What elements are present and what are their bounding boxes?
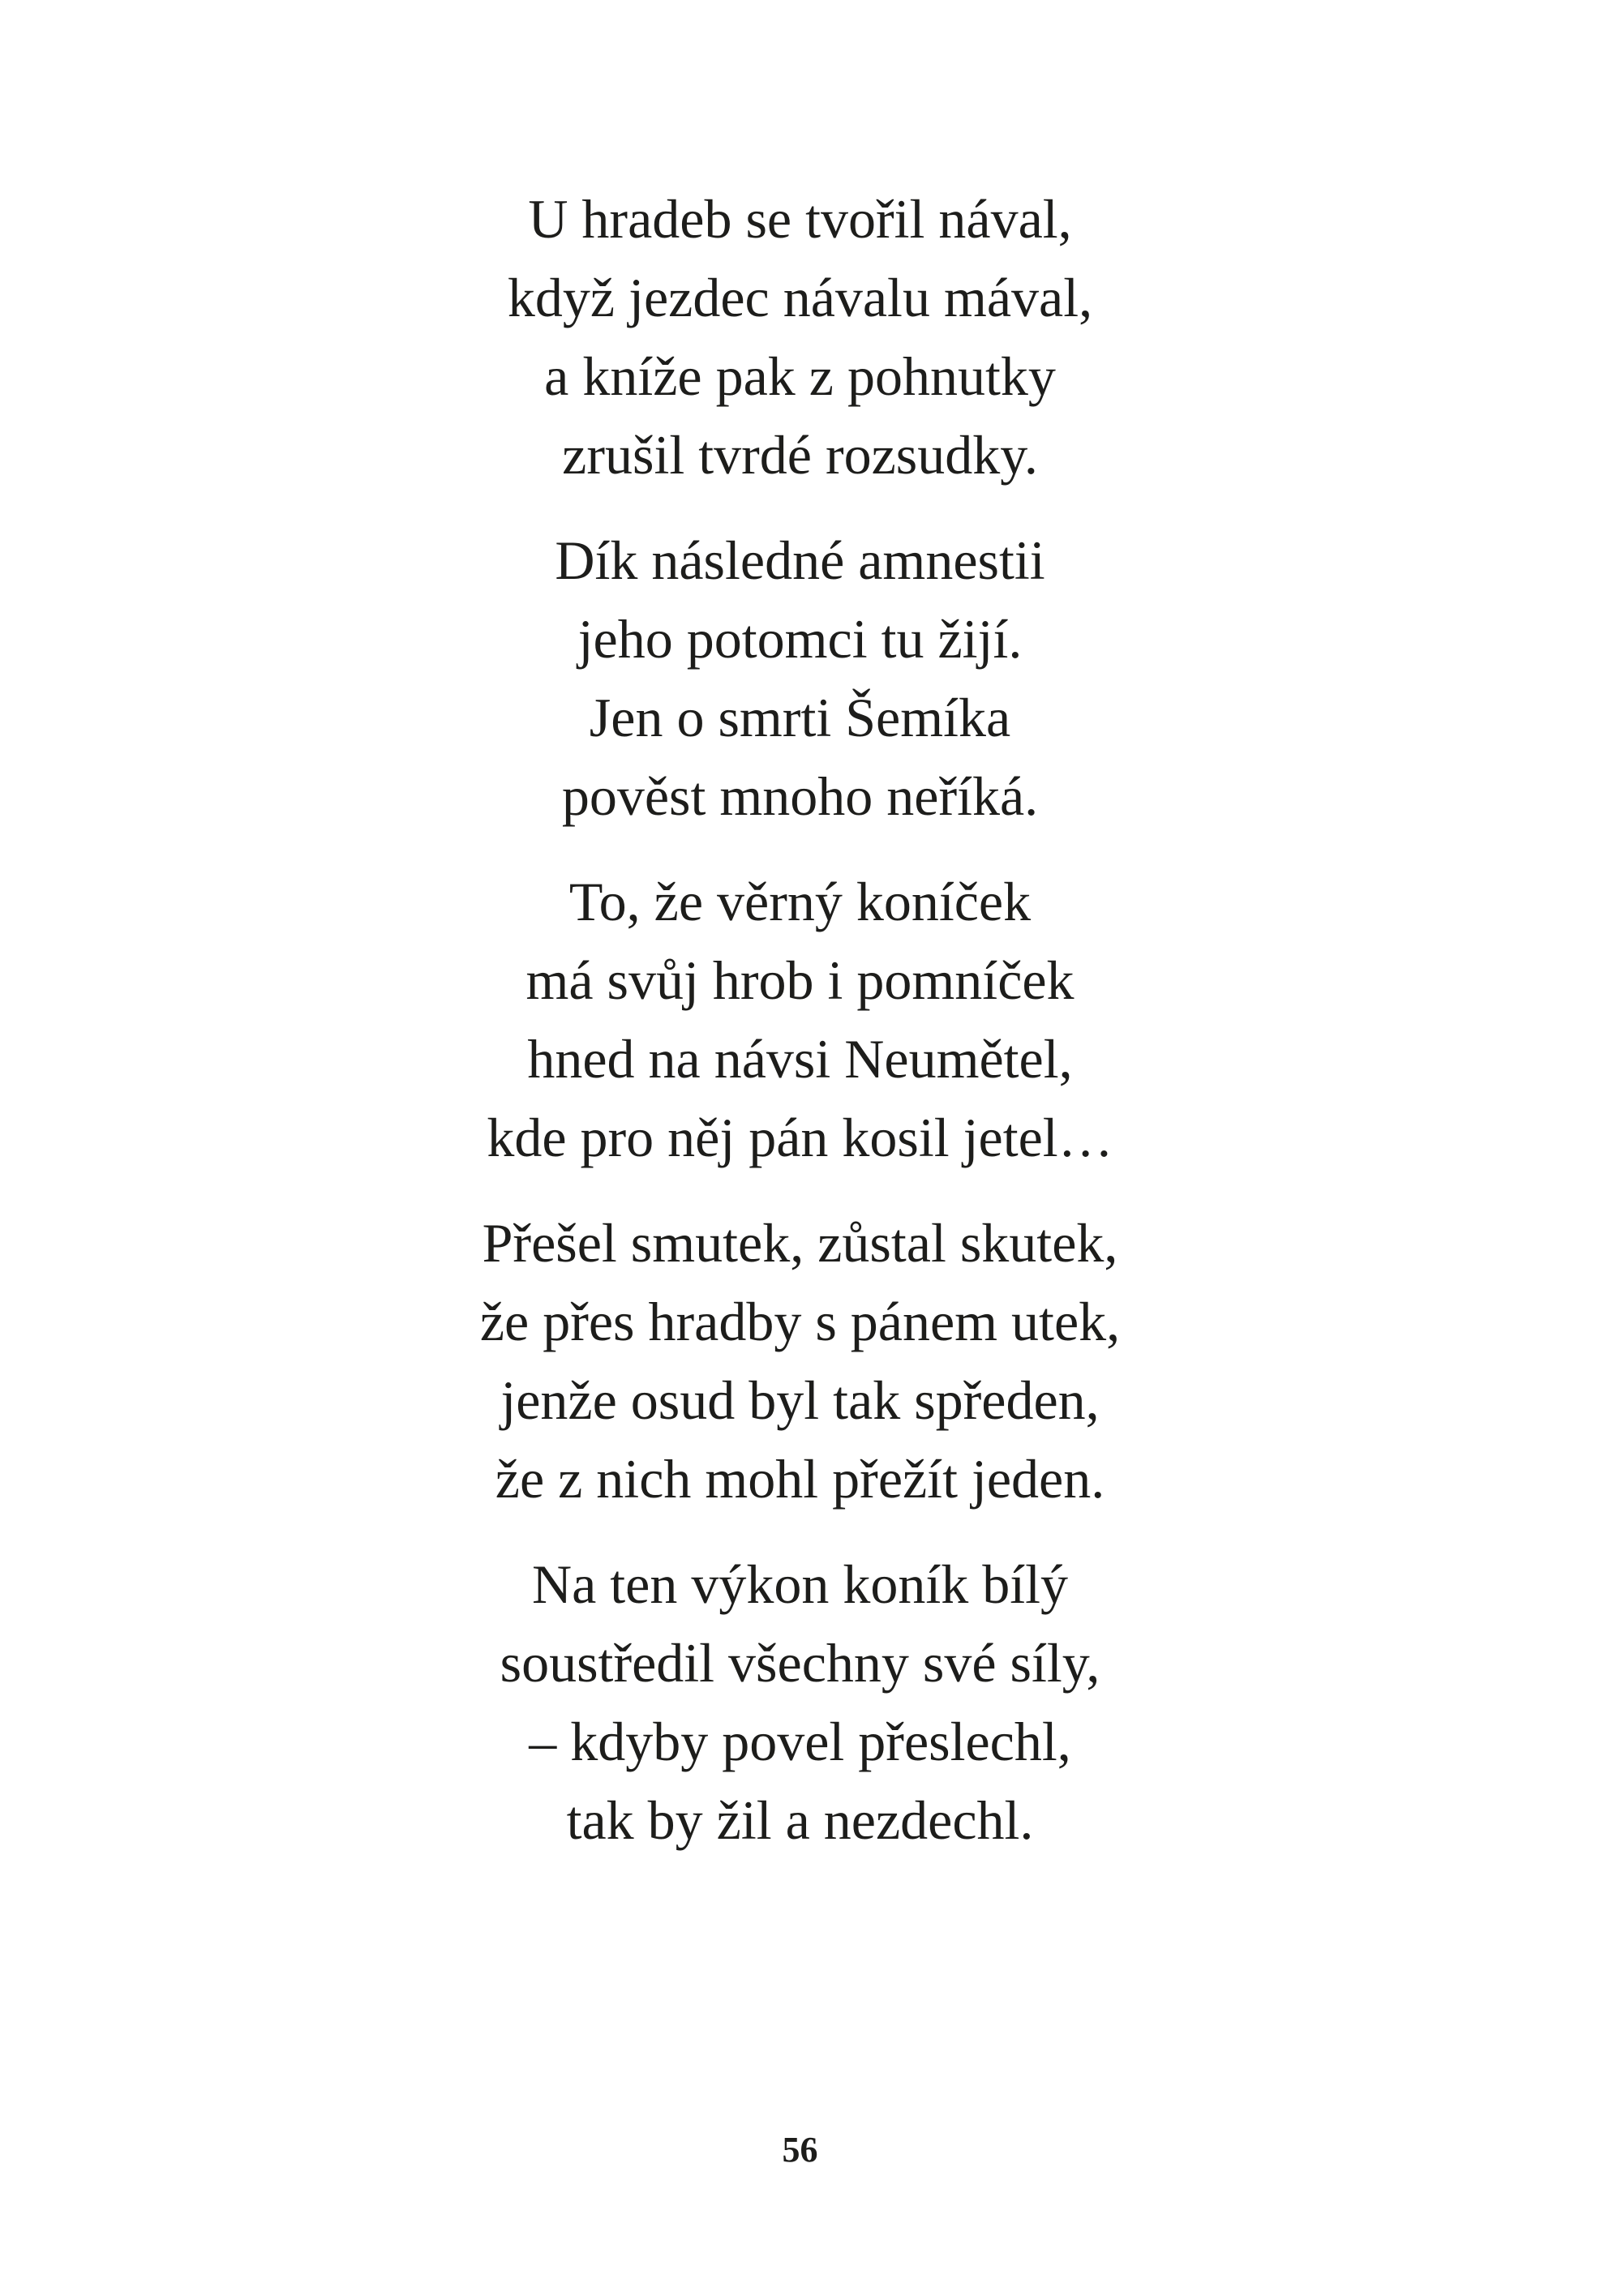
poem-line: jeho potomci tu žijí.: [577, 608, 1023, 670]
stanza-1: [0, 180, 1600, 495]
poem-line: jenže osud byl tak spředen,: [500, 1369, 1100, 1431]
poem-line: když jezdec návalu mával,: [507, 267, 1093, 328]
poem-line: a kníže pak z pohnutky: [544, 345, 1056, 407]
poem-line: že přes hradby s pánem utek,: [479, 1291, 1121, 1352]
poem-line: tak by žil a nezdechl.: [566, 1789, 1034, 1851]
poem-line: Přešel smutek, zůstal skutek,: [482, 1212, 1118, 1274]
poem-line: kde pro něj pán kosil jetel…: [487, 1107, 1113, 1168]
stanza-5: [0, 1545, 1600, 1860]
poem-line: soustředil všechny své síly,: [500, 1632, 1100, 1694]
poem-line: pověst mnoho neříká.: [561, 765, 1039, 827]
poem-line: hned na návsi Neumětel,: [527, 1028, 1073, 1090]
page-number: 56: [782, 2130, 818, 2170]
poem-line: U hradeb se tvořil nával,: [528, 188, 1072, 250]
poem-line: Dík následné amnestii: [555, 529, 1045, 591]
stanza-4: [0, 1204, 1600, 1519]
poem-line: – kdyby povel přeslechl,: [529, 1711, 1071, 1772]
stanza-3: [0, 863, 1600, 1177]
poem-line: Na ten výkon koník bílý: [531, 1553, 1069, 1615]
poem-line: má svůj hrob i pomníček: [525, 949, 1075, 1011]
poem-line: To, že věrný koníček: [568, 871, 1032, 932]
poem-line: že z nich mohl přežít jeden.: [495, 1448, 1105, 1510]
poem: [0, 180, 1600, 1887]
poem-line: Jen o smrti Šemíka: [589, 687, 1011, 748]
stanza-2: [0, 521, 1600, 836]
poem-line: zrušil tvrdé rozsudky.: [562, 424, 1038, 486]
